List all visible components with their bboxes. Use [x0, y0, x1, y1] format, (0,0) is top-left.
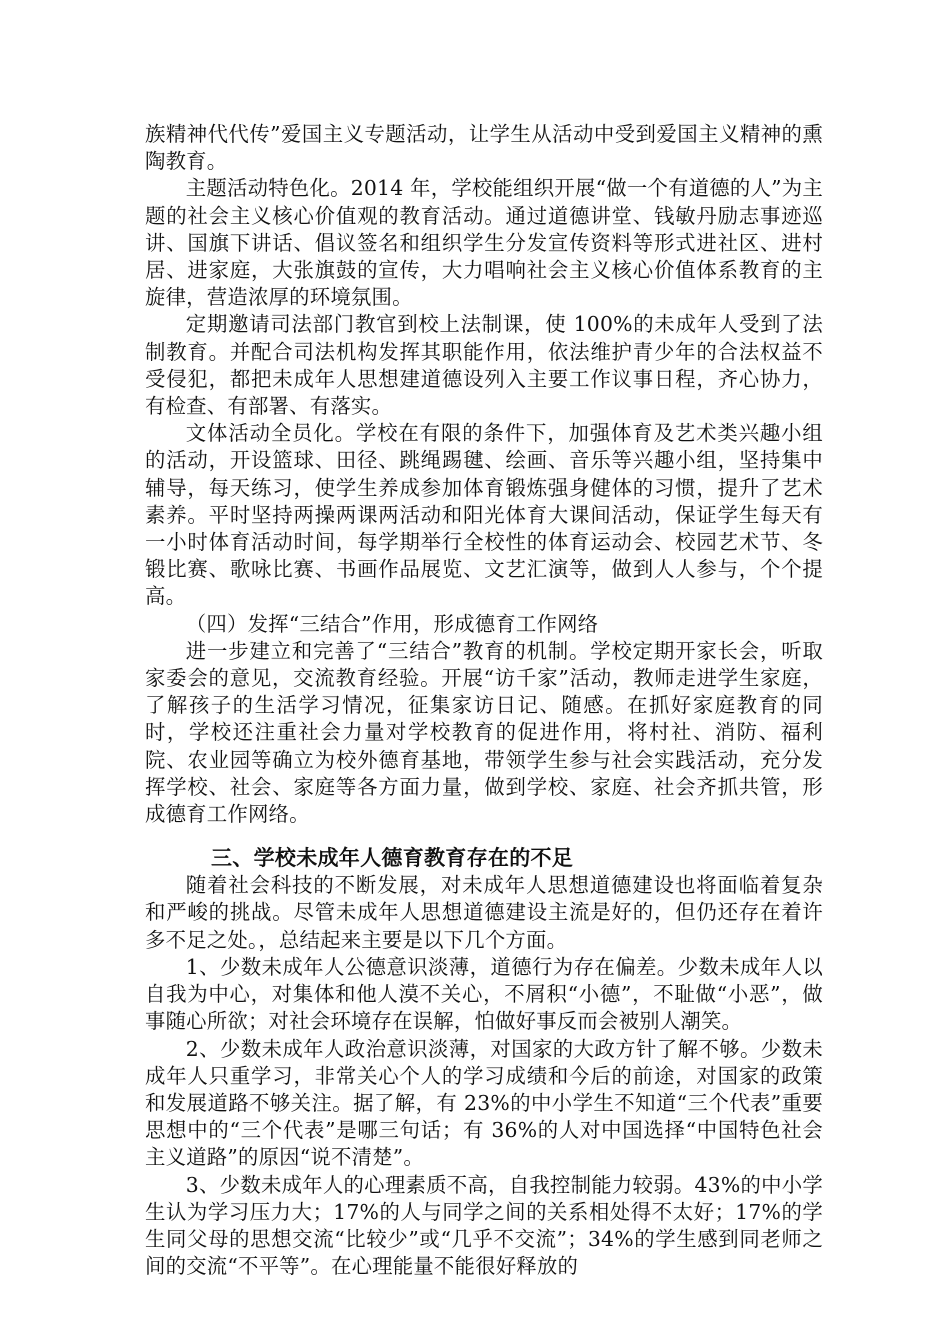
- paragraph-sports-arts: 文体活动全员化。学校在有限的条件下，加强体育及艺术类兴趣小组的活动，开设篮球、田径、跳绳踢毽、绘画、音乐等兴趣小组，坚持集中辅导，每天练习，使学生养成参加体育锻炼强身健体的习惯，提升了艺术素养。平时坚持两操两课两活动和阳光体育大课间活动，保证学生每天有一小时体育活动时间，每学期举行全校性的体育运动会、校园艺术节、冬锻比赛、歌咏比赛、书画作品展览、文艺汇演等，做到人人参与，个个提高。: [145, 421, 823, 609]
- paragraph-family-school-society: 进一步建立和完善了“三结合”教育的机制。学校定期开家长会，听取家委会的意见，交流教育经验。开展“访千家”活动，教师走进学生家庭，了解孩子的生活学习情况，征集家访日记、随感。在抓好家庭教育的同时，学校还注重社会力量对学校教育的促进作用，将村社、消防、福利院、农业园等确立为校外德育基地，带领学生参与社会实践活动，充分发挥学校、社会、家庭等各方面力量，做到学校、家庭、社会齐抓共管，形成德育工作网络。: [145, 638, 823, 827]
- paragraph-theme-activities: 主题活动特色化。2014 年，学校能组织开展“做一个有道德的人”为主题的社会主义核心价值观的教育活动。通过道德讲堂、钱敏丹励志事迹巡讲、国旗下讲话、倡议签名和组织学生分发宣传资料等形式进社区、进村居、进家庭，大张旗鼓的宣传，大力唱响社会主义核心价值体系教育的主旋律，营造浓厚的环境氛围。: [145, 176, 823, 310]
- paragraph-point-3-psychology: 3、少数未成年人的心理素质不高，自我控制能力较弱。43%的中小学生认为学习压力大；17%的人与同学之间的关系相处得不太好；17%的学生同父母的思想交流“比较少”或“几乎不交流”；34%的学生感到同老师之间的交流“不平等”。在心理能量不能很好释放的: [145, 1172, 823, 1279]
- document-page: [145, 121, 823, 1280]
- subheading-three-combination: （四）发挥“三结合”作用，形成德育工作网络: [185, 611, 599, 636]
- paragraph-legal-education: 定期邀请司法部门教官到校上法制课，使 100%的未成年人受到了法制教育。并配合司法机构发挥其职能作用，依法维护青少年的合法权益不受侵犯，都把未成年人思想建道德设列入主要工作议事日程，齐心协力，有检查、有部署、有落实。: [145, 312, 823, 419]
- paragraph-patriotic-continuation: 族精神代代传”爱国主义专题活动，让学生从活动中受到爱国主义精神的熏陶教育。: [145, 122, 823, 174]
- paragraph-challenges-intro: 随着社会科技的不断发展，对未成年人思想道德建设也将面临着复杂和严峻的挑战。尽管未成年人思想道德建设主流是好的，但仍还存在着许多不足之处。，总结起来主要是以下几个方面。: [145, 873, 823, 952]
- section-heading: 三、学校未成年人德育教育存在的不足: [211, 846, 574, 871]
- paragraph-point-1-morality: 1、少数未成年人公德意识淡薄，道德行为存在偏差。少数未成年人以自我为中心，对集体和他人漠不关心，不屑积“小德”，不耻做“小恶”，做事随心所欲；对社会环境存在误解，怕做好事反而会被别人潮笑。: [145, 954, 823, 1034]
- paragraph-point-2-politics: 2、少数未成年人政治意识淡薄，对国家的大政方针了解不够。少数未成年人只重学习，非常关心个人的学习成绩和今后的前途，对国家的政策和发展道路不够关注。据了解，有 23%的中小学生不知道“三个代表”重要思想中的“三个代表”是哪三句话；有 36%的人对中国选择“中国特色社会主义道路”的原因“说不清楚”。: [145, 1036, 823, 1170]
